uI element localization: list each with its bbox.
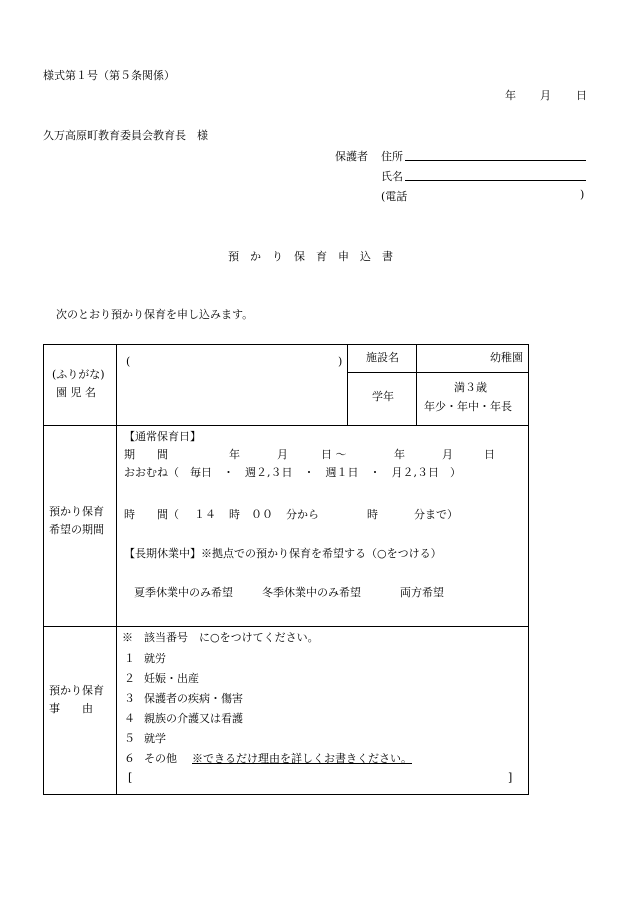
time-label: 時 間（ — [124, 508, 179, 521]
period-label: 期 間 — [124, 448, 168, 461]
age-value: 満３歳 — [454, 381, 487, 394]
furigana-label: (ふりがな) — [52, 368, 105, 381]
application-table — [43, 344, 529, 795]
period-end-year: 年 — [394, 448, 405, 461]
grade-label: 学年 — [372, 390, 394, 403]
facility-row-divider — [347, 372, 528, 373]
reason-instruction: ※ 該当番号 に○をつけてください。 — [122, 631, 319, 644]
period-end-day: 日 — [484, 448, 495, 461]
other-reason-input[interactable] — [136, 771, 506, 787]
period-start-day: 日 〜 — [321, 448, 347, 461]
name-field[interactable] — [405, 180, 586, 181]
row1-divider — [44, 425, 528, 426]
winter-only-option[interactable]: 冬季休業中のみ希望 — [262, 586, 361, 599]
reason-item-text: 妊娠・出産 — [144, 672, 199, 685]
reason-item-number[interactable]: ５ — [124, 732, 135, 745]
facility-value: 幼稚園 — [490, 351, 523, 364]
period-start-month: 月 — [277, 448, 288, 461]
reason-item-text: 保護者の疾病・傷害 — [144, 692, 243, 705]
time-minute-number: ００ — [251, 508, 273, 521]
summer-only-option[interactable]: 夏季休業中のみ希望 — [134, 586, 233, 599]
reason-item-number[interactable]: ２ — [124, 672, 135, 685]
addressee: 久万高原町教育委員会教育長 様 — [43, 129, 208, 142]
document-title: 預 か り 保 育 申 込 書 — [228, 250, 393, 263]
reason-item-number[interactable]: １ — [124, 652, 135, 665]
date-month-label: 月 — [540, 89, 551, 102]
child-name-input[interactable] — [122, 377, 342, 421]
reason-row-label-line1: 預かり保育 — [49, 684, 104, 697]
phone-close-paren: ) — [580, 188, 585, 201]
reason-item-text: その他 — [144, 752, 177, 765]
time-until-minute: 分まで） — [414, 508, 458, 521]
time-hour-unit: 時 — [229, 508, 240, 521]
furigana-paren-close: ) — [338, 355, 343, 368]
furigana-input[interactable] — [122, 353, 342, 371]
period-row-label-line2: 希望の期間 — [49, 523, 104, 536]
address-field[interactable] — [405, 160, 586, 161]
row2-divider — [44, 626, 528, 627]
label-column-divider — [116, 345, 117, 794]
period-end-month: 月 — [442, 448, 453, 461]
facility-value-divider — [416, 345, 417, 425]
period-start-year: 年 — [229, 448, 240, 461]
frequency-options[interactable]: おおむね（ 毎日 ・ 週２,３日 ・ 週１日 ・ 月２,３日 ） — [124, 466, 461, 479]
other-reason-note: ※できるだけ理由を詳しくお書きください。 — [192, 752, 412, 765]
date-year-label: 年 — [505, 89, 516, 102]
time-from-label: 分から — [286, 508, 319, 521]
time-hour-number: １４ — [194, 508, 216, 521]
long-break-heading: 【長期休業中】※拠点での預かり保育を希望する（○をつける） — [124, 547, 442, 560]
reason-item-number[interactable]: ４ — [124, 712, 135, 725]
normal-days-heading: 【通常保育日】 — [124, 430, 201, 443]
reason-item-number[interactable]: ３ — [124, 692, 135, 705]
name-label: 氏名 — [381, 170, 403, 183]
other-reason-bracket-close: ] — [508, 771, 513, 784]
grade-options[interactable]: 年少・年中・年長 — [424, 400, 512, 413]
reason-item-text: 親族の介護又は看護 — [144, 712, 243, 725]
other-reason-bracket-open: [ — [128, 771, 133, 784]
intro-text: 次のとおり預かり保育を申し込みます。 — [56, 308, 254, 321]
reason-item-text: 就学 — [144, 732, 166, 745]
reason-row-label-line2: 事 由 — [49, 702, 93, 715]
time-until-hour: 時 — [367, 508, 378, 521]
date-day-label: 日 — [576, 89, 587, 102]
address-label: 住所 — [381, 150, 403, 163]
reason-item-text: 就労 — [144, 652, 166, 665]
furigana-paren-open: ( — [126, 355, 131, 368]
form-number: 様式第１号（第５条関係） — [43, 69, 175, 82]
reason-item-number[interactable]: ６ — [124, 752, 135, 765]
both-option[interactable]: 両方希望 — [400, 586, 444, 599]
period-row-label-line1: 預かり保育 — [49, 505, 104, 518]
guardian-label: 保護者 — [335, 150, 368, 163]
phone-label: (電話 — [381, 190, 408, 203]
child-name-label: 園 児 名 — [56, 386, 96, 399]
facility-column-divider — [347, 345, 348, 425]
facility-label: 施設名 — [366, 351, 399, 364]
